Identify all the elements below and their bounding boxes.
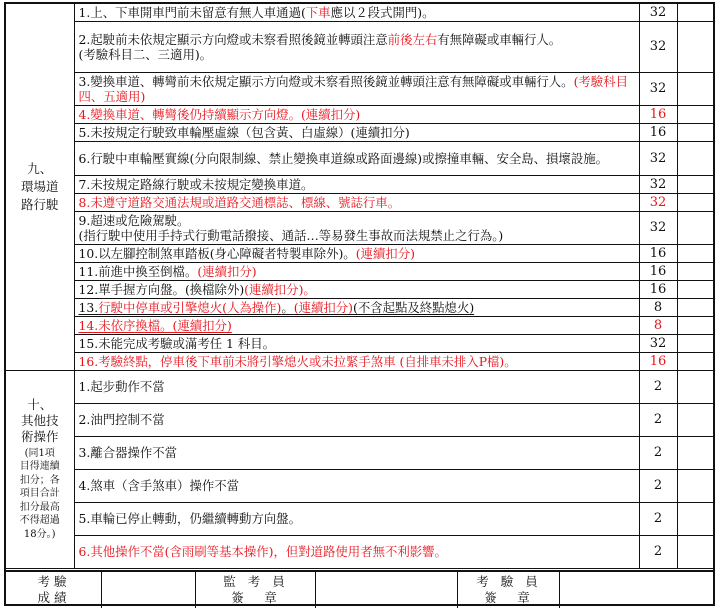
item-text-segment: 2.起駛前未依規定顯示方向燈或未察看照後鏡並轉頭注意 — [78, 31, 388, 47]
item-text-segment: 6.其他操作不當(含雨刷等基本操作)，但對道路使用者無不利影響。 — [78, 544, 447, 559]
deduction-item — [74, 211, 639, 244]
examiner-label-line-2: 簽 章 — [231, 590, 281, 605]
deduction-item — [74, 469, 639, 502]
deduction-mark-cell[interactable] — [677, 334, 713, 352]
deduction-item — [74, 4, 639, 21]
category-title-line: 路行駛 — [20, 196, 59, 212]
deduction-mark-cell[interactable] — [677, 469, 713, 502]
deduction-points: 2 — [639, 403, 677, 436]
deduction-item-text — [79, 318, 232, 333]
deduction-item-text — [79, 336, 276, 351]
deduction-item-text — [79, 445, 178, 460]
deduction-item — [74, 244, 639, 262]
deduction-mark-cell[interactable] — [677, 193, 713, 211]
deduction-points: 16 — [639, 123, 677, 141]
category-note-line: 目得連續 — [19, 461, 60, 473]
category-note-line: 18分。) — [23, 528, 56, 540]
table-row — [6, 334, 713, 352]
item-text-segment: 12.單手握方向盤。(換檔除外) — [78, 281, 245, 297]
table-row — [6, 298, 713, 316]
examinee-label-line-1: 考 驗 員 — [476, 574, 542, 589]
item-text-segment: 15.未能完成考驗或滿考任 1 科目。 — [78, 335, 276, 351]
deduction-item-text — [79, 32, 562, 62]
table-row — [6, 4, 713, 21]
item-text-segment: 13. — [78, 299, 99, 315]
item-text-segment: (連續扣分)。 — [244, 281, 316, 297]
deduction-mark-cell[interactable] — [677, 262, 713, 280]
item-text-segment: 有無障礙或車輛行人。 — [437, 31, 562, 47]
deduction-item — [74, 105, 639, 123]
deduction-item — [74, 262, 639, 280]
category-note-line: 扣分最高 — [19, 501, 60, 513]
deduction-item-text — [79, 412, 165, 427]
table-row — [6, 262, 713, 280]
table-row — [6, 280, 713, 298]
deduction-item-text — [79, 354, 517, 369]
deduction-mark-cell[interactable] — [677, 298, 713, 316]
category-title-line: 其他技 — [20, 412, 59, 428]
deduction-mark-cell[interactable] — [677, 244, 713, 262]
deduction-points: 2 — [639, 502, 677, 535]
category-note-line: (同1項 — [24, 447, 55, 459]
deduction-item — [74, 535, 639, 568]
deduction-mark-cell[interactable] — [677, 4, 713, 21]
deduction-mark-cell[interactable] — [677, 175, 713, 193]
deduction-mark-cell[interactable] — [677, 21, 713, 72]
table-row — [6, 469, 713, 502]
deduction-mark-cell[interactable] — [677, 316, 713, 334]
deduction-item — [74, 352, 639, 370]
deduction-item — [74, 370, 639, 403]
deduction-points: 2 — [639, 370, 677, 403]
item-text-segment: (連續扣分) — [355, 245, 415, 261]
deduction-item-text — [79, 264, 257, 279]
deduction-item-text — [79, 478, 240, 493]
deduction-points: 32 — [639, 4, 677, 21]
deduction-item — [74, 436, 639, 469]
deduction-item-text — [79, 511, 301, 526]
deduction-points: 32 — [639, 193, 677, 211]
item-text-segment: 。 — [281, 299, 294, 315]
deduction-points: 8 — [639, 316, 677, 334]
item-text-segment: 9.超速或危險駕駛。 — [78, 212, 190, 228]
deduction-item — [74, 72, 639, 105]
item-text-segment: 7.未按規定路線行駛或未按規定變換車道。 — [78, 176, 314, 192]
deduction-table — [6, 4, 713, 569]
deduction-item-text — [79, 300, 475, 315]
category-title-line: 環場道 — [20, 178, 59, 194]
item-text-segment: 6.行駛中車輪壓實線(分向限制線、禁止變換車道線或路面邊線)或擦撞車輛、安全島、損壞設施。 — [78, 150, 609, 166]
table-row — [6, 123, 713, 141]
deduction-item-text — [79, 544, 447, 559]
deduction-points: 2 — [639, 469, 677, 502]
deduction-item-text — [79, 177, 314, 192]
deduction-points: 32 — [639, 334, 677, 352]
table-row — [6, 21, 713, 72]
signature-footer — [6, 570, 713, 608]
score-label-line-2: 成績 — [37, 590, 71, 605]
deduction-mark-cell[interactable] — [677, 211, 713, 244]
deduction-item — [74, 21, 639, 72]
item-text-segment: 應以２段式開門)。 — [330, 4, 435, 20]
item-text-segment: 5.未按規定行駛致車輪壓虛線（包含黃、白虛線）(連續扣分) — [78, 124, 410, 140]
deduction-mark-cell[interactable] — [677, 352, 713, 370]
deduction-item-text — [79, 246, 415, 261]
deduction-mark-cell[interactable] — [677, 105, 713, 123]
deduction-points: 16 — [639, 262, 677, 280]
examinee-label-cell — [458, 572, 560, 608]
category-title-line: 術操作 — [20, 428, 59, 444]
category-note-line: 扣分；各 — [19, 474, 60, 486]
item-text-segment: (指行駛中使用手持式行動電話撥接、通話…等易發生事故而法規禁止之行為。) — [78, 227, 504, 243]
item-text-segment: 行駛中停車或引擎熄火(人為操作) — [98, 299, 282, 315]
deduction-item-text — [79, 213, 504, 243]
deduction-points: 16 — [639, 105, 677, 123]
table-row — [6, 352, 713, 370]
scoring-form — [4, 2, 715, 606]
category-note — [8, 447, 72, 542]
table-row — [6, 105, 713, 123]
table-row — [6, 502, 713, 535]
item-text-segment: (連續扣分) — [293, 299, 353, 315]
table-row — [6, 141, 713, 175]
deduction-item — [74, 316, 639, 334]
deduction-item — [74, 141, 639, 175]
deduction-points: 32 — [639, 211, 677, 244]
deduction-mark-cell[interactable] — [677, 123, 713, 141]
table-row — [6, 316, 713, 334]
item-text-segment: 11.前進中換至倒檔。 — [78, 263, 198, 279]
item-text-segment: 16.考驗終點，停車後下車前未將引擎熄火或未拉緊手煞車 (自排車未排入P檔)。 — [78, 353, 517, 369]
table-row — [6, 403, 713, 436]
section_10-category-cell — [6, 370, 74, 568]
item-text-segment: (考驗科目四、五適用) — [78, 73, 628, 104]
deduction-item — [74, 502, 639, 535]
examiner-signature-cell[interactable] — [316, 572, 458, 608]
item-text-segment: 下車 — [305, 4, 331, 20]
deduction-item-text — [79, 74, 628, 104]
item-text-segment: (考驗科目二、三適用)。 — [78, 46, 213, 62]
table-row — [6, 370, 713, 403]
deduction-mark-cell[interactable] — [677, 502, 713, 535]
deduction-mark-cell[interactable] — [677, 535, 713, 568]
deduction-item-text — [79, 151, 609, 166]
category-title-line: 九、 — [27, 160, 53, 176]
examinee-signature-cell[interactable] — [560, 572, 713, 608]
category-note-line: 不得超過 — [19, 515, 60, 527]
deduction-mark-cell[interactable] — [677, 403, 713, 436]
deduction-points: 8 — [639, 298, 677, 316]
deduction-points: 16 — [639, 352, 677, 370]
item-text-segment: 14.未依序換檔。(連續扣分) — [78, 317, 232, 333]
category-title-line: 十、 — [27, 396, 53, 412]
deduction-points: 2 — [639, 535, 677, 568]
deduction-mark-cell[interactable] — [677, 280, 713, 298]
table-row — [6, 244, 713, 262]
deduction-points: 16 — [639, 280, 677, 298]
deduction-mark-cell[interactable] — [677, 141, 713, 175]
deduction-item — [74, 175, 639, 193]
examiner-label-line-1: 監 考 員 — [223, 574, 289, 589]
score-label-cell — [6, 572, 102, 608]
deduction-points: 32 — [639, 72, 677, 105]
table-row — [6, 72, 713, 105]
table-row — [6, 535, 713, 568]
examiner-label-cell — [196, 572, 316, 608]
deduction-item-text — [79, 107, 361, 122]
score-value-cell[interactable] — [102, 572, 196, 608]
item-text-segment: 4.變換車道、轉彎後仍持續顯示方向燈。(連續扣分) — [78, 106, 361, 122]
score-label-line-1: 考驗 — [37, 574, 71, 589]
table-row — [6, 175, 713, 193]
deduction-mark-cell[interactable] — [677, 370, 713, 403]
deduction-points: 32 — [639, 21, 677, 72]
deduction-mark-cell[interactable] — [677, 72, 713, 105]
item-text-segment: 前後左右 — [387, 31, 438, 47]
deduction-item-text — [79, 282, 316, 297]
item-text-segment: 2.油門控制不當 — [78, 412, 165, 427]
deduction-item-text — [79, 5, 435, 20]
item-text-segment: (連續扣分) — [197, 263, 257, 279]
deduction-mark-cell[interactable] — [677, 436, 713, 469]
table-row — [6, 436, 713, 469]
item-text-segment: 3.變換車道、轉彎前未依規定顯示方向燈或未察看照後鏡並轉頭注意有無障礙或車輛行人。 — [78, 73, 574, 89]
table-row — [6, 193, 713, 211]
item-text-segment: 8.未遵守道路交通法規或道路交通標誌、標線、號誌行車。 — [78, 194, 401, 210]
item-text-segment: 1.起步動作不當 — [78, 379, 165, 394]
item-text-segment: 3.離合器操作不當 — [78, 445, 178, 460]
deduction-item — [74, 280, 639, 298]
deduction-item — [74, 193, 639, 211]
item-text-segment: 10.以左腳控制煞車踏板(身心障礙者特製車除外)。 — [78, 245, 356, 261]
deduction-item — [74, 123, 639, 141]
examinee-label-line-2: 簽 章 — [484, 590, 534, 605]
deduction-points: 32 — [639, 141, 677, 175]
deduction-points: 2 — [639, 436, 677, 469]
item-text-segment: 4.煞車（含手煞車）操作不當 — [78, 478, 240, 493]
deduction-item-text — [79, 379, 165, 394]
item-text-segment: 5.車輪已停止轉動，仍繼續轉動方向盤。 — [78, 511, 301, 526]
deduction-item — [74, 403, 639, 436]
deduction-item — [74, 334, 639, 352]
category-note-line: 項目合計 — [19, 488, 60, 500]
table-row — [6, 211, 713, 244]
deduction-item-text — [79, 125, 410, 140]
section_9-category-cell — [6, 4, 74, 370]
item-text-segment: 1.上、下車開車門前未留意有無人車通過( — [78, 4, 306, 20]
item-text-segment: (不含起點及終點熄火) — [352, 299, 475, 315]
deduction-points: 32 — [639, 175, 677, 193]
deduction-item — [74, 298, 639, 316]
deduction-item-text — [79, 195, 401, 210]
deduction-points: 16 — [639, 244, 677, 262]
